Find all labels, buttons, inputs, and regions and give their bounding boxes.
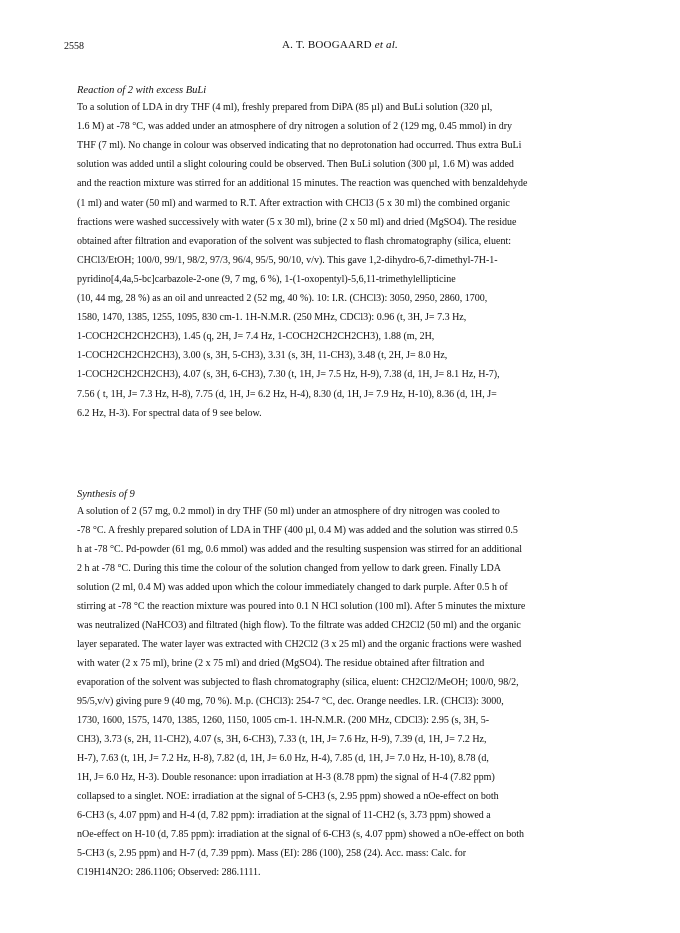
text-line: 1-COCH2CH2CH2CH3), 4.07 (s, 3H, 6-CH3), 7.30 (t, 1H, J= 7.5 Hz, H-9), 7.38 (d, 1H, J= 8.1 Hz, H-7), — [77, 369, 500, 381]
text-line: solution was added until a slight colouring could be observed. Then BuLi solution (300 µl, 1.6 M) was added — [77, 159, 514, 171]
running-header — [0, 39, 680, 51]
text-line: 7.56 ( t, 1H, J= 7.3 Hz, H-8), 7.75 (d, 1H, J= 6.2 Hz, H-4), 8.30 (d, 1H, J= 7.9 Hz, H-10), 8.36 (d, 1H, J= — [77, 388, 497, 400]
text-line: 2 h at -78 °C. During this time the colour of the solution changed from yellow to dark green. Finally LDA — [77, 563, 501, 574]
text-line: (1 ml) and water (50 ml) and warmed to R.T. After extraction with CHCl3 (5 x 30 ml) the combined organic — [77, 197, 510, 209]
text-line: pyridino[4,4a,5-bc]carbazole-2-one (9, 7 mg, 6 %), 1-(1-oxopentyl)-5,6,11-trimethylellipticine — [77, 273, 456, 285]
text-line: (10, 44 mg, 28 %) as an oil and unreacted 2 (52 mg, 40 %). 10: I.R. (CHCl3): 3050, 2950, 2860, 1700, — [77, 293, 488, 304]
text-line: A solution of 2 (57 mg, 0.2 mmol) in dry THF (50 ml) under an atmosphere of dry nitrogen was cooled to — [77, 506, 500, 517]
text-line: 1580, 1470, 1385, 1255, 1095, 830 cm-1. 1H-N.M.R. (250 MHz, CDCl3): 0.96 (t, 3H, J= 7.3 Hz, — [77, 312, 467, 324]
text-line: with water (2 x 75 ml), brine (2 x 75 ml) and dried (MgSO4). The residue obtained after filtration and — [77, 658, 485, 669]
text-line: THF (7 ml). No change in colour was observed indicating that no deprotonation had occurred. Thus extra BuLi — [77, 140, 522, 152]
text-line: stirring at -78 °C the reaction mixture was poured into 0.1 N HCl solution (100 ml). After 5 minutes the mixture — [77, 601, 526, 612]
author-etal: et al. — [374, 39, 398, 51]
page-number: 2558 — [64, 41, 84, 52]
text-line: -78 °C. A freshly prepared solution of LDA in THF (400 µl, 0.4 M) was added and the solution was stirred 0.5 — [77, 525, 518, 536]
text-line: 5-CH3 (s, 2.95 ppm) and H-7 (d, 7.39 ppm). Mass (EI): 286 (100), 258 (24). Acc. mass: Calc. for — [77, 848, 467, 859]
text-line: 1730, 1600, 1575, 1470, 1385, 1260, 1150, 1005 cm-1. 1H-N.M.R. (200 MHz, CDCl3): 2.95 (s, 3H, 5- — [77, 715, 490, 726]
text-line: 1.6 M) at -78 °C, was added under an atmosphere of dry nitrogen a solution of 2 (129 mg, 0.45 mmol) in dry — [77, 121, 513, 133]
text-line: 1-COCH2CH2CH2CH3), 1.45 (q, 2H, J= 7.4 Hz, 1-COCH2CH2CH2CH3), 1.88 (m, 2H, — [77, 331, 435, 343]
text-line: was neutralized (NaHCO3) and filtrated (high flow). To the filtrate was added CH2Cl2 (50 ml) and the organic — [77, 620, 521, 631]
text-line: 1H, J= 6.0 Hz, H-3). Double resonance: upon irradiation at H-3 (8.78 ppm) the signal of H-4 (7.82 ppm) — [77, 772, 495, 783]
author-names: A. T. BOOGAARD — [282, 39, 372, 51]
text-line: H-7), 7.63 (t, 1H, J= 7.2 Hz, H-8), 7.82 (d, 1H, J= 6.0 Hz, H-4), 7.85 (d, 1H, J= 7.0 Hz, H-10), 8.78 (d, — [77, 753, 489, 764]
text-line: layer separated. The water layer was extracted with CH2Cl2 (3 x 25 ml) and the organic fractions were washed — [77, 639, 522, 650]
text-line: C19H14N2O: 286.1106; Observed: 286.1111. — [77, 867, 261, 878]
section-title-synthesis: Synthesis of 9 — [77, 489, 135, 500]
text-line: 1-COCH2CH2CH2CH3), 3.00 (s, 3H, 5-CH3), 3.31 (s, 3H, 11-CH3), 3.48 (t, 2H, J= 8.0 Hz, — [77, 350, 448, 362]
text-line: To a solution of LDA in dry THF (4 ml), freshly prepared from DiPA (85 µl) and BuLi solution (320 µl, — [77, 102, 493, 113]
text-line: 95/5,v/v) giving pure 9 (40 mg, 70 %). M.p. (CHCl3): 254-7 °C, dec. Orange needles. I.R. (CHCl3): 3000, — [77, 696, 504, 707]
text-line: collapsed to a singlet. NOE: irradiation at the signal of 5-CH3 (s, 2.95 ppm) showed a nOe-effect on both — [77, 791, 499, 802]
text-line: solution (2 ml, 0.4 M) was added upon which the colour immediately changed to dark purple. After 0.5 h of — [77, 582, 508, 593]
section-title-reaction: Reaction of 2 with excess BuLi — [77, 85, 207, 96]
text-line: evaporation of the solvent was subjected to flash chromatography (silica, eluent: CH2Cl2/MeOH; 100/0, 98/2, — [77, 677, 519, 688]
text-line: 6-CH3 (s, 4.07 ppm) and H-4 (d, 7.82 ppm): irradiation at the signal of 11-CH2 (s, 3.73 ppm) showed a — [77, 810, 491, 821]
text-line: 6.2 Hz, H-3). For spectral data of 9 see below. — [77, 407, 262, 419]
text-line: nOe-effect on H-10 (d, 7.85 ppm): irradiation at the signal of 6-CH3 (s, 4.07 ppm) showed a nOe-effect on both — [77, 829, 525, 840]
text-line: obtained after filtration and evaporation of the solvent was subjected to flash chromatography (silica, eluent: — [77, 235, 512, 247]
text-line: fractions were washed successively with water (5 x 30 ml), brine (2 x 50 ml) and dried (MgSO4). The residue — [77, 216, 517, 228]
text-line: CHCl3/EtOH; 100/0, 99/1, 98/2, 97/3, 96/4, 95/5, 90/10, v/v). This gave 1,2-dihydro-6,7-dimethyl-7H-1- — [77, 254, 498, 266]
text-line: CH3), 3.73 (s, 2H, 11-CH2), 4.07 (s, 3H, 6-CH3), 7.33 (t, 1H, J= 7.6 Hz, H-9), 7.39 (d, 1H, J= 7.2 Hz, — [77, 734, 487, 745]
text-line: h at -78 °C. Pd-powder (61 mg, 0.6 mmol) was added and the resulting suspension was stirred for an additional — [77, 544, 523, 555]
text-line: and the reaction mixture was stirred for an additional 15 minutes. The reaction was quenched with benzaldehyde — [77, 178, 528, 190]
